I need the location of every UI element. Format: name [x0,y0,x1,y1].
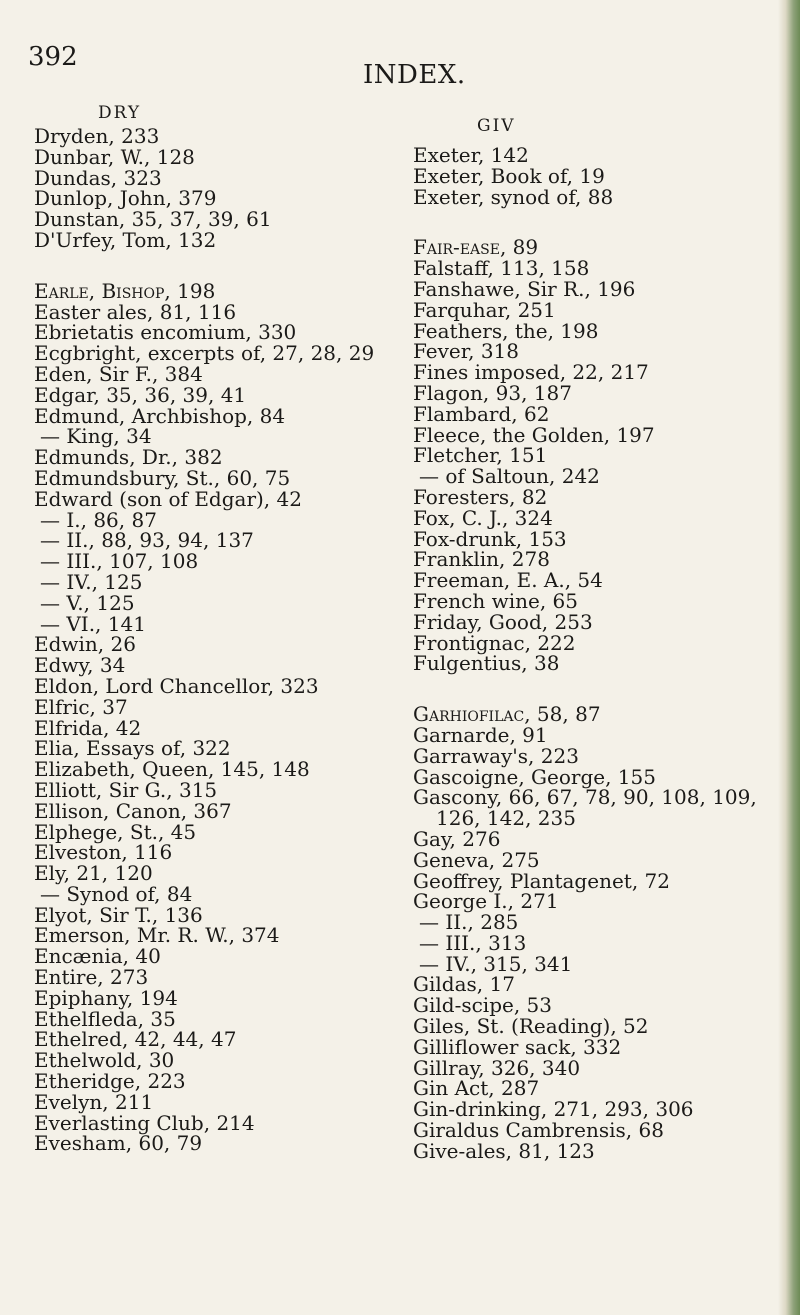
index-entry [34,694,374,719]
index-entry-text: Elfric, 37 [34,694,128,719]
index-entry-text: Edmunds, Dr., 382 [34,445,223,470]
index-entry-text: Ethelwold, 30 [34,1048,175,1073]
index-entry [34,842,374,863]
index-entry-text: Eden, Sir F., 384 [34,361,203,386]
index-entry-text: Elyot, Sir T., 136 [34,902,203,927]
index-entry [413,609,757,634]
index-entry-text: Edgar, 35, 36, 39, 41 [34,382,247,407]
index-entry-text: Gascony, 66, 67, 78, 90, 108, 109, [413,785,757,810]
index-entry [413,764,757,789]
index-entry [413,484,757,509]
index-entry [34,144,374,169]
index-entry [413,318,757,343]
index-entry [413,1099,757,1120]
index-entry [34,486,374,511]
index-entry [34,426,374,447]
index-entry-text: Ecgbright, excerpts of, 27, 28, 29 [34,341,375,366]
index-entry-text: Giraldus Cambrensis, 68 [413,1118,664,1143]
index-entry [34,361,374,386]
index-entry-text: — III., 313 [419,930,527,955]
left-column-entries [34,126,374,1154]
index-entry [34,507,374,532]
index-entry [413,184,757,209]
index-entry [413,722,757,747]
index-entry [34,819,374,844]
index-entry [34,634,374,655]
index-entry-text: — II., 285 [419,910,519,935]
index-entry-text: Ethelfleda, 35 [34,1006,176,1031]
index-entry-text: Fines imposed, 22, 217 [413,360,649,385]
index-entry-text: Fletcher, 151 [413,443,548,468]
index-entry-text: Friday, Good, 253 [413,609,593,634]
index-entry [34,165,374,190]
index-entry-text: Gillray, 326, 340 [413,1055,581,1080]
index-entry-text: — IV., 315, 341 [419,951,573,976]
index-entry-text: Flagon, 93, 187 [413,380,572,405]
index-entry [34,209,374,230]
index-entry-text: Eldon, Lord Chancellor, 323 [34,673,319,698]
index-entry [413,505,757,530]
index-entry-text: Fleece, the Golden, 197 [413,422,655,447]
index-entry [34,967,374,988]
index-entry [34,322,374,343]
index-entry [413,974,757,995]
index-entry-text: 198 [170,278,216,303]
index-entry [34,1029,374,1050]
index-entry-text: Gild-scipe, 53 [413,993,552,1018]
index-entry-text: Elfrida, 42 [34,715,142,740]
index-entry-text: Dunlop, John, 379 [34,186,217,211]
index-entry-text: — II., 88, 93, 94, 137 [40,528,254,553]
index-entry [34,278,374,303]
index-entry [413,341,757,362]
index-entry [413,930,757,955]
index-entry [413,1034,757,1059]
index-entry [413,570,757,591]
index-entry [413,258,757,279]
index-entry [413,297,757,322]
index-entry-text: Franklin, 278 [413,547,550,572]
index-entry-heading: Garhiofilac, [413,702,531,727]
index-entry-text: — Synod of, 84 [40,881,193,906]
index-entry [34,902,374,927]
index-entry-text: Fox, C. J., 324 [413,505,553,530]
index-entry [413,549,757,570]
index-entry [34,227,374,252]
index-entry [34,590,374,615]
index-entry [413,1078,757,1099]
index-entry [34,465,374,490]
index-entry-text: — of Saltoun, 242 [419,464,600,489]
index-entry [413,466,757,487]
index-entry [413,445,757,466]
index-entry-text: Dryden, 233 [34,124,160,148]
index-entry-text: Evesham, 60, 79 [34,1131,203,1156]
index-entry-text: Geneva, 275 [413,847,540,872]
index-entry [34,798,374,823]
index-entry [34,188,374,209]
index-entry [413,868,757,893]
index-entry [413,787,757,808]
index-entry [413,891,757,912]
index-entry [413,826,757,851]
index-entry [413,951,757,976]
index-entry [413,588,757,613]
index-entry-text: Edmundsbury, St., 60, 75 [34,465,291,490]
index-entry-text: Fulgentius, 38 [413,651,560,676]
index-entry [34,925,374,946]
index-entry [34,759,374,780]
index-entry-text: — VI., 141 [40,611,146,636]
right-column-guide-word: GIV [477,116,516,136]
index-entry [413,1120,757,1141]
index-entry [413,630,757,655]
index-entry-text: Edward (son of Edgar), 42 [34,486,302,511]
index-entry [34,382,374,407]
index-entry [34,1050,374,1071]
index-entry [413,847,757,872]
index-entry-text: Fever, 318 [413,339,520,364]
index-entry-heading: Earle, Bishop, [34,278,171,303]
right-column-entries [413,145,757,1162]
index-entry-text: Garnarde, 91 [413,722,548,747]
index-entry-text: 58, 87 [530,702,601,727]
page-edge-shadow [778,0,800,1315]
index-entry [413,401,757,426]
running-head: INDEX. [363,60,466,90]
index-entry [34,299,374,324]
index-entry [413,1055,757,1080]
index-entry-text: Flambard, 62 [413,401,550,426]
index-entry [34,946,374,967]
index-entry [34,673,374,698]
index-entry [413,362,757,383]
index-entry [413,276,757,301]
index-entry-text: Farquhar, 251 [413,297,556,322]
index-entry [34,881,374,906]
index-entry-text: Ebrietatis encomium, 330 [34,320,297,345]
index-entry [413,743,757,768]
index-entry [413,237,757,258]
index-entry [34,863,374,884]
index-entry-text: Ethelred, 42, 44, 47 [34,1027,237,1052]
index-entry-text: Exeter, synod of, 88 [413,184,614,209]
index-entry [34,1006,374,1031]
index-entry [413,422,757,447]
index-entry [413,653,757,674]
index-entry-text: George I., 271 [413,889,559,914]
index-entry-text: Fanshawe, Sir R., 196 [413,276,636,301]
index-entry-text: Dundas, 323 [34,165,162,190]
index-entry-text: Give-ales, 81, 123 [413,1138,595,1163]
index-entry [34,715,374,740]
index-entry [413,145,757,166]
index-entry-text: Garraway's, 223 [413,743,579,768]
index-entry-text: Giles, St. (Reading), 52 [413,1014,649,1039]
index-entry-text: Freeman, E. A., 54 [413,568,603,593]
index-entry [413,704,757,725]
index-entry-text: Frontignac, 222 [413,630,576,655]
index-entry [413,808,757,829]
index-entry [413,526,757,551]
index-entry-text: Elia, Essays of, 322 [34,736,231,761]
index-entry [34,530,374,551]
index-entry-text: 89 [506,235,539,260]
index-entry-text: — V., 125 [40,590,135,615]
index-entry-text: Everlasting Club, 214 [34,1110,255,1135]
index-entry-text: — King, 34 [40,424,152,449]
index-entry-text: Ely, 21, 120 [34,861,153,886]
index-entry-text: Dunstan, 35, 37, 39, 61 [34,207,272,232]
index-entry-text: Ellison, Canon, 367 [34,798,232,823]
index-entry [413,912,757,933]
index-entry [34,1089,374,1114]
index-entry-text: Easter ales, 81, 116 [34,299,237,324]
index-entry-text: Gin Act, 287 [413,1076,540,1101]
index-entry-text: Edwy, 34 [34,653,126,678]
index-entry-text: Elizabeth, Queen, 145, 148 [34,757,310,782]
index-entry [34,447,374,468]
index-entry-text: Gin-drinking, 271, 293, 306 [413,1097,694,1122]
index-entry [34,1110,374,1135]
index-entry-text: Falstaff, 113, 158 [413,256,590,281]
index-entry-text: Gay, 276 [413,826,501,851]
index-entry [34,738,374,759]
index-entry [413,380,757,405]
index-entry-text: Geoffrey, Plantagenet, 72 [413,868,670,893]
index-entry-heading: Fair-ease, [413,235,507,260]
index-entry-text: — IV., 125 [40,569,143,594]
index-entry [413,1138,757,1163]
index-entry-text: Feathers, the, 198 [413,318,599,343]
index-entry-text: 126, 142, 235 [436,806,576,831]
index-entry-text: — III., 107, 108 [40,549,199,574]
index-entry-text: Edmund, Archbishop, 84 [34,403,286,428]
index-entry-text: Exeter, 142 [413,143,529,167]
index-entry [34,655,374,676]
index-entry-text: Foresters, 82 [413,484,548,509]
index-entry-text: Etheridge, 223 [34,1069,186,1094]
index-entry-text: Gilliflower sack, 332 [413,1034,622,1059]
index-entry [413,995,757,1016]
index-entry-text: Edwin, 26 [34,632,136,657]
index-entry-text: — I., 86, 87 [40,507,157,532]
index-entry [34,403,374,428]
index-entry-text: Elveston, 116 [34,840,173,865]
index-entry [34,569,374,594]
index-entry-text: Epiphany, 194 [34,985,178,1010]
left-column-guide-word: DRY [98,103,142,123]
index-entry-text: Exeter, Book of, 19 [413,163,605,188]
index-entry-text: Gildas, 17 [413,972,515,997]
index-entry [34,1071,374,1092]
index-entry-text: Encænia, 40 [34,944,161,969]
index-entry-text: Dunbar, W., 128 [34,144,195,169]
index-entry [34,343,374,364]
index-entry-text: D'Urfey, Tom, 132 [34,227,217,252]
index-entry-text: Emerson, Mr. R. W., 374 [34,923,280,948]
index-entry-text: Gascoigne, George, 155 [413,764,656,789]
index-entry-text: Evelyn, 211 [34,1089,154,1114]
index-entry [34,126,374,147]
index-entry-text: Entire, 273 [34,965,149,990]
index-entry [34,777,374,802]
index-entry [34,1133,374,1154]
index-entry-text: French wine, 65 [413,588,578,613]
index-entry [34,985,374,1010]
page-number: 392 [28,42,78,72]
index-entry [34,611,374,636]
index-entry-text: Fox-drunk, 153 [413,526,567,551]
index-entry [413,1016,757,1037]
index-entry [34,551,374,572]
index-entry [413,163,757,188]
index-entry-text: Elphege, St., 45 [34,819,197,844]
index-entry-text: Elliott, Sir G., 315 [34,777,218,802]
